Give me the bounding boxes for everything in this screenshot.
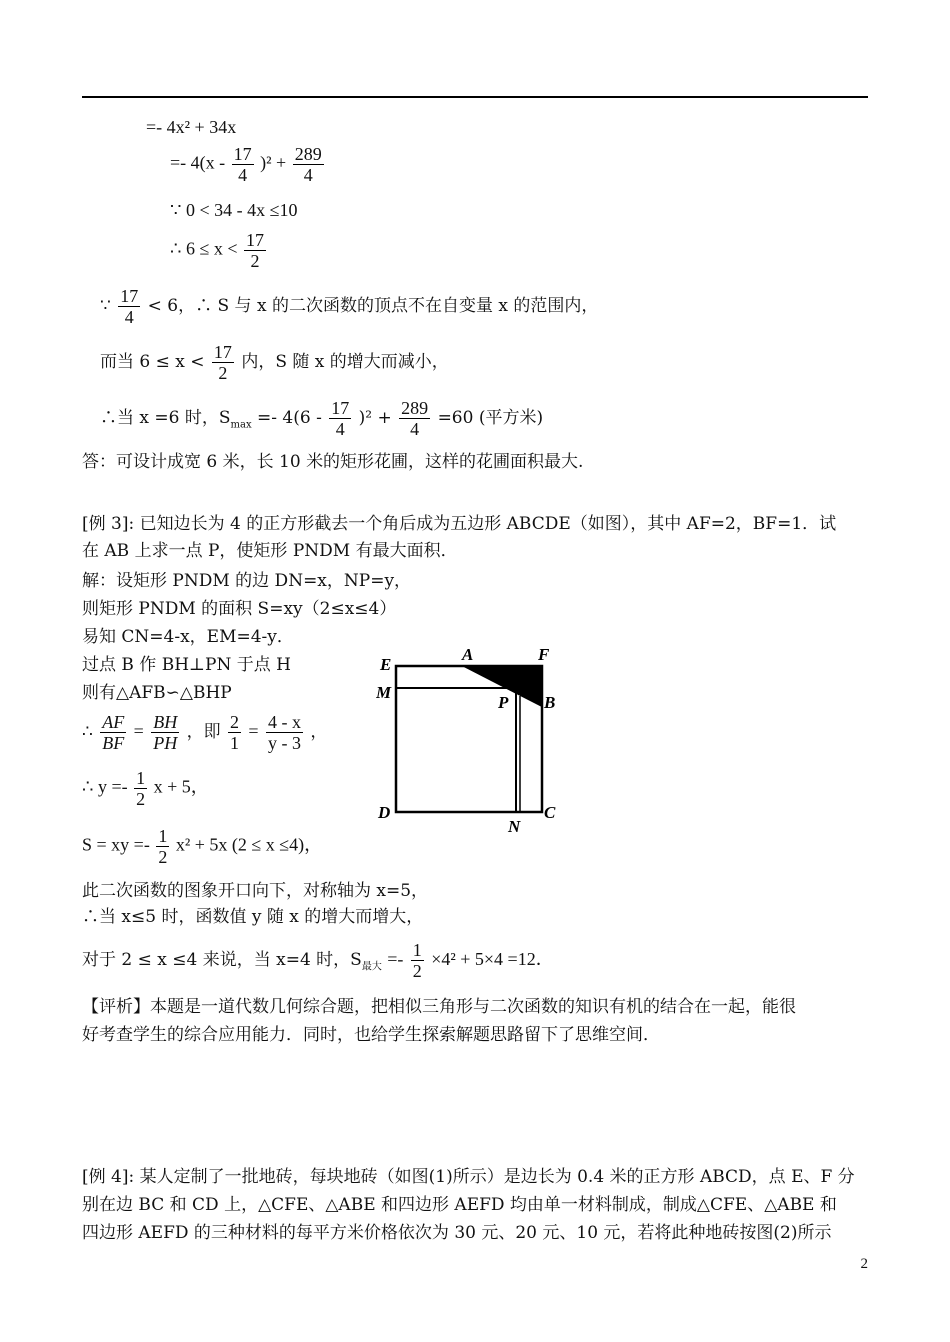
fraction: $\frac{17}{2}$ [213,342,232,383]
ex3-text-2: ∴当 x≤5 时，函数值 y 随 x 的增大而增大， [82,907,424,927]
label-e: E [380,655,392,674]
ex4-line-1: [例 4]: 某人定制了一批地砖，每块地砖（如图(1)所示）是边长为 0.4 米的正方形 ABCD，点 E、F 分 [82,1167,855,1187]
paragraph-1: ∵ $\frac{17}{4}$ < 6，∴ S 与 x 的二次函数的顶点不在自变量 x 的范围内， [100,286,599,327]
label-p: P [498,693,509,712]
ex3-similarity: ∴ $\frac{AF}{BF}$ = $\frac{BH}{PH}$ ，即 $\frac{2}{1}$ = $\frac{4 - x}{y - 3}$ ， [82,712,328,753]
answer: 答：可设计成宽 6 米，长 10 米的矩形花圃，这样的花圃面积最大. [82,452,584,472]
fraction: $\frac{289}{4}$ [401,398,429,439]
fraction: $\frac{1}{2}$ [412,940,422,981]
fraction: $\frac{17}{2}$ [245,230,264,271]
ex4-line-3: 四边形 AEFD 的三种材料的每平方米价格依次为 30 元、20 元、10 元，若将此种地砖按图(2)所示 [82,1223,832,1243]
ex3-line-1: [例 3]: 已知边长为 4 的正方形截去一个角后成为五边形 ABCDE（如图），其中 AF=2，BF=1．试 [82,514,837,534]
pentagon-figure [376,642,576,842]
label-c: C [544,803,556,822]
deriv-line-4: ∴ 6 ≤ x < $\frac{17}{2}$ [170,230,264,271]
paragraph-3: ∴当 x =6 时，$S_{max} =- 4(6$ - $\frac{17}{4}$ )² + $\frac{289}{4}$ =60 (平方米) [100,398,544,439]
ex3-text-1: 此二次函数的图象开口向下，对称轴为 x=5， [82,881,429,901]
fraction: $\frac{17}{4}$ [331,398,350,439]
ex3-solution-2: 则矩形 PNDM 的面积 S=xy（2≤x≤4） [82,599,397,619]
page-number: 2 [860,1256,868,1272]
fraction: $\frac{289}{4}$ [294,144,322,185]
label-a: A [462,645,474,664]
fraction: $\frac{1}{2}$ [136,768,146,809]
fraction: $\frac{17}{4}$ [233,144,252,185]
ex3-y-formula: ∴ y =- $\frac{1}{2}$ x + 5， [82,768,209,809]
label-f: F [538,645,550,664]
label-b: B [544,693,556,712]
label-d: D [378,803,391,822]
ex3-solution-5: 则有△AFB∽△BHP [82,683,232,703]
ex3-solution-3: 易知 CN=4-x，EM=4-y． [82,627,294,647]
ex3-solution-1: 解：设矩形 PNDM 的边 DN=x，NP=y， [82,571,412,591]
fraction: $\frac{1}{2}$ [158,826,168,867]
deriv-line-1: =- 4x² + 34x [146,117,237,137]
label-n: N [508,817,521,836]
ex3-comment-2: 好考查学生的综合应用能力．同时，也给学生探索解题思路留下了思维空间． [82,1025,660,1045]
ex3-s-formula: S = xy =- $\frac{1}{2}$ x² + 5x (2 ≤ x ≤4)， [82,826,323,867]
ex3-line-2: 在 AB 上求一点 P，使矩形 PNDM 有最大面积． [82,541,458,561]
deriv-line-3: ∵ 0 < 34 - 4x ≤10 [170,200,298,220]
ex3-text-3: 对于 2 ≤ x ≤4 来说，当 x=4 时，$S_{最大}$ =- $\frac{1}{2}$ ×4² + 5×4 =12． [82,940,554,981]
ex3-solution-4: 过点 B 作 BH⊥PN 于点 H [82,655,291,675]
fraction: $\frac{2}{1}$ [230,712,240,753]
label-m: M [376,683,392,702]
deriv-line-2: =- 4(x - $\frac{17}{4}$ )² + $\frac{289}{4}$ [170,144,322,185]
fraction: $\frac{AF}{BF}$ [102,712,125,753]
fraction: $\frac{4 - x}{y - 3}$ [267,712,301,753]
ex3-comment-1: 【评析】本题是一道代数几何综合题，把相似三角形与二次函数的知识有机的结合在一起，能很 [82,997,796,1017]
fraction: $\frac{BH}{PH}$ [153,712,178,753]
header-rule [82,96,868,98]
paragraph-2: 而当 6 ≤ x < $\frac{17}{2}$ 内，S 随 x 的增大而减小， [100,342,449,383]
fraction: $\frac{17}{4}$ [120,286,139,327]
ex4-line-2: 别在边 BC 和 CD 上，△CFE、△ABE 和四边形 AEFD 均由单一材料制成，制成△CFE、△ABE 和 [82,1195,837,1215]
